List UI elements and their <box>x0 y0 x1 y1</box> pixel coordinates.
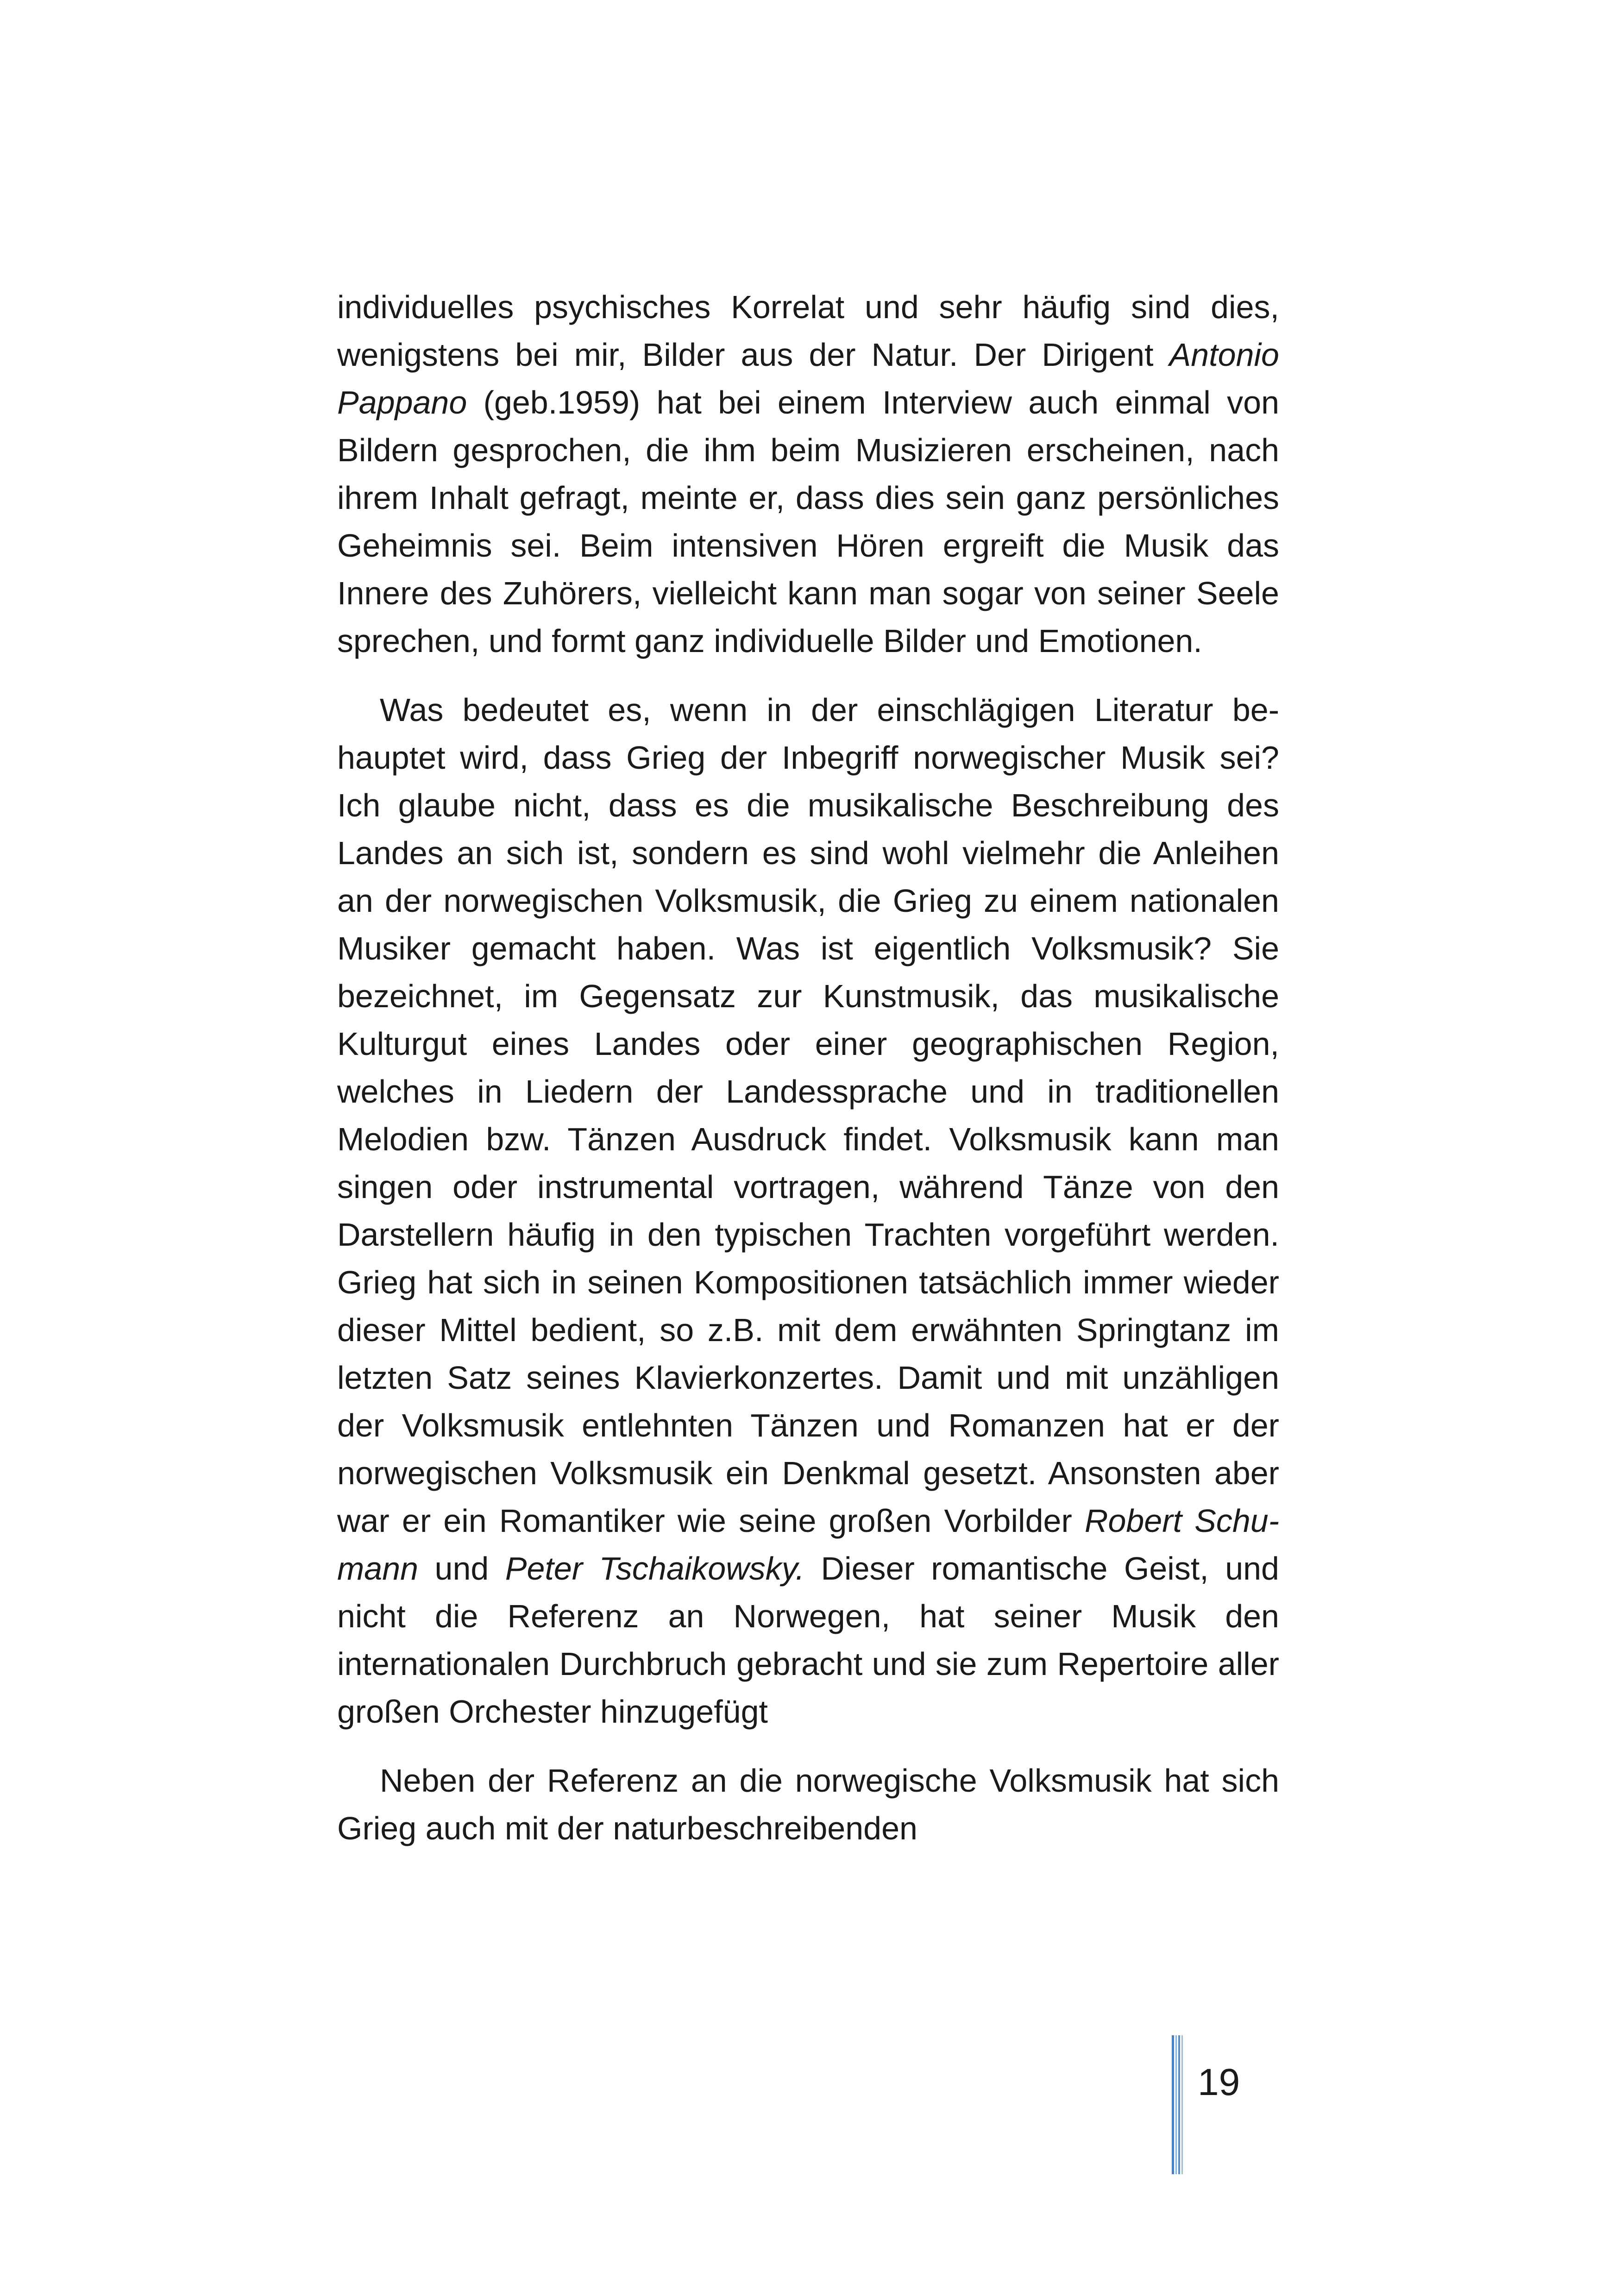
page-footer <box>1172 2035 1292 2174</box>
rule-line <box>1181 2035 1183 2174</box>
page-number: 19 <box>1198 2061 1240 2103</box>
paragraph-text: Dieser romantische Geist, und nicht die Referenz an Norwegen, hat seiner Musik den internationalen Durchbruch gebracht und sie zum Repertoire aller großen Orchester hinzugefügt <box>337 1550 1279 1730</box>
paragraph <box>337 283 1279 665</box>
page-number-rule <box>1172 2035 1184 2174</box>
paragraph-text: Neben der Referenz an die norwegische Volksmusik hat sich Grieg auch mit der naturbeschreibenden <box>337 1763 1279 1846</box>
italic-name: Antonio Pappano <box>337 337 1279 420</box>
paragraph-text: Was bedeutet es, wenn in der einschlägigen Literatur behauptet wird, dass Grieg der Inbegriff norwegischer Musik sei? Ich glaube nicht, dass es die musikalische Beschreibung des Landes an sich ist, sondern es sind wohl vielmehr die Anleihen an der norwegischen Volksmusik, die Grieg zu einem nationalen Musiker gemacht haben. Was ist eigentlich Volksmusik? Sie bezeichnet, im Gegensatz zur Kunstmusik, das musikalische Kulturgut eines Landes oder einer geographischen Region, welches in Liedern der Landessprache und in traditionellen Melodien bzw. Tänzen Ausdruck findet. Volksmusik kann man singen oder instrumental vortragen, während Tänze von den Darstellern häufig in den typischen Trachten vorgeführt werden. Grieg hat sich in seinen Kompositionen tatsächlich immer wieder dieser Mittel bedient, so z.B. mit dem erwähnten Springtanz im letzten Satz seines Klavierkonzertes. Damit und mit unzähligen der Volksmusik entlehnten Tänzen und Romanzen hat er der norwegischen Volksmusik ein Denkmal gesetzt. Ansonsten aber war er ein Romantiker wie seine großen Vorbilder <box>337 692 1279 1539</box>
paragraph-text: (geb.1959) hat bei einem Interview auch einmal von Bildern gesprochen, die ihm beim Musizieren erscheinen, nach ihrem Inhalt gefragt, meinte er, dass dies sein ganz persönliches Geheimnis sei. Beim intensiven Hören ergreift die Musik das Innere des Zuhörers, vielleicht kann man sogar von seiner Seele sprechen, und formt ganz individuelle Bilder und Emotionen. <box>337 384 1279 659</box>
body-text <box>337 283 1279 1852</box>
rule-line <box>1172 2035 1174 2174</box>
rule-line <box>1175 2035 1177 2174</box>
rule-line <box>1178 2035 1180 2174</box>
paragraph <box>337 686 1279 1736</box>
paragraph-text: und <box>418 1550 505 1587</box>
italic-name: Robert Schumann <box>337 1503 1279 1587</box>
paragraph-text: individuelles psychisches Korrelat und sehr häufig sind dies, wenigstens bei mir, Bilder aus der Natur. Der Dirigent <box>337 289 1279 373</box>
paragraph <box>337 1757 1279 1852</box>
italic-name: Peter Tschaikowsky. <box>505 1550 805 1587</box>
